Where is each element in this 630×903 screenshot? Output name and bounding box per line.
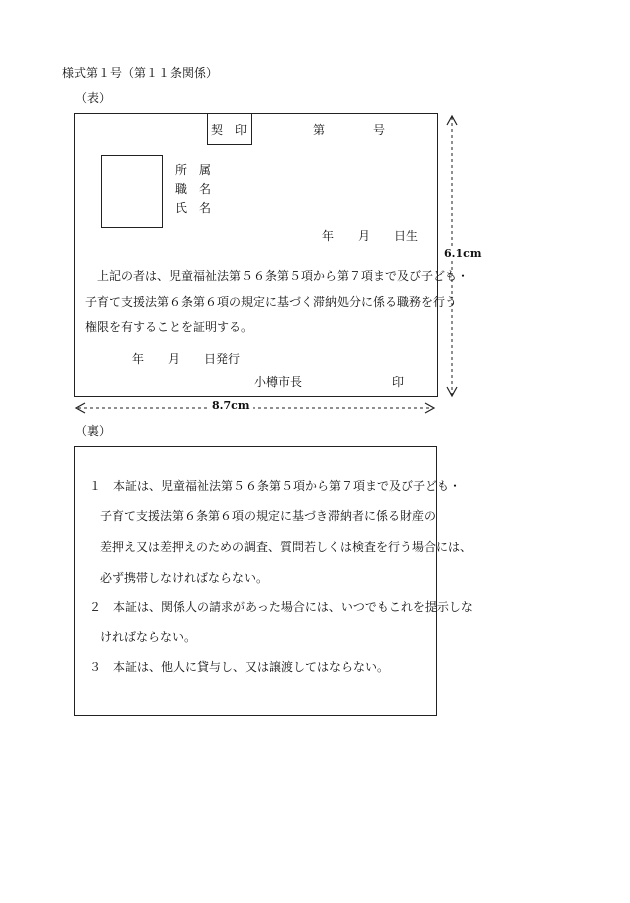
job-title-label: 職 名 (175, 182, 212, 196)
back-line-4: 必ず携帯しなければならない。 (100, 571, 269, 585)
back-line-1: １ 本証は、児童福祉法第５６条第５項から第７項まで及び子ども・ (89, 479, 462, 493)
height-dimension-label: 6.1cm (444, 247, 482, 260)
front-body-line-3: 権限を有することを証明する。 (85, 320, 254, 334)
form-header: 様式第１号（第１１条関係） (62, 66, 219, 80)
back-section-label: （裏） (75, 424, 112, 438)
mayor-seal: 印 (392, 375, 405, 389)
issue-date: 年 月 日発行 (132, 352, 241, 366)
back-line-6: ければならない。 (100, 630, 197, 644)
front-body-line-1: 上記の者は、児童福祉法第５６条第５項から第７項まで及び子ども・ (97, 269, 470, 283)
seal-box-label: 契 印 (211, 123, 248, 137)
back-line-2: 子育て支援法第６条第６項の規定に基づき滞納者に係る財産の (100, 509, 437, 523)
affiliation-label: 所 属 (175, 163, 212, 177)
name-label: 氏 名 (175, 201, 212, 215)
back-line-7: ３ 本証は、他人に貸与し、又は譲渡してはならない。 (89, 660, 390, 674)
birth-date: 年 月 日生 (322, 229, 419, 243)
front-body-line-2: 子育て支援法第６条第６項の規定に基づく滞納処分に係る職務を行う (85, 295, 458, 309)
photo-box (101, 155, 163, 228)
mayor-title: 小樽市長 (254, 375, 303, 389)
back-line-3: 差押え又は差押えのための調査、質問若しくは検査を行う場合には、 (100, 540, 473, 554)
card-number-label: 第 号 (313, 123, 386, 137)
width-dimension-arrow (74, 402, 436, 414)
back-line-5: ２ 本証は、関係人の請求があった場合には、いつでもこれを提示しな (89, 600, 473, 614)
width-dimension-label: 8.7cm (208, 400, 253, 411)
front-section-label: （表） (75, 91, 112, 105)
